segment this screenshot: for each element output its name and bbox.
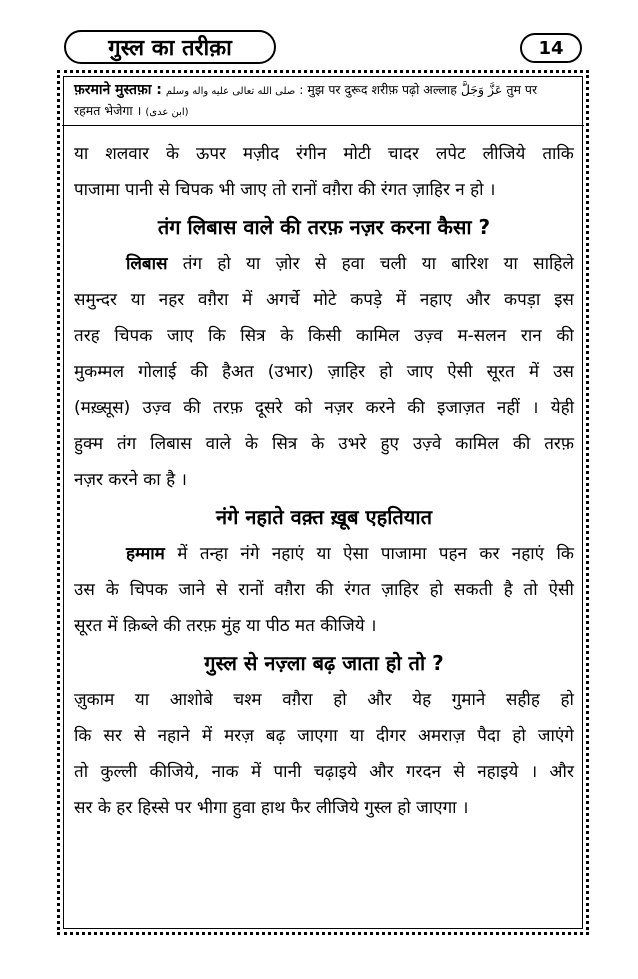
text-line: सर के हर हिस्से पर भीगा हुवा हाथ फैर लीजिये गुस्ल हो जाएगा । (74, 798, 469, 818)
text-line: कि सर से नहाने में मरज़ बढ़ जाएगा या दीगर अमराज़ पैदा हो जाएंगे (74, 726, 574, 746)
text-line: तरह चिपक जाए कि सित्र के किसी कामिल उज़्व म-सलन रान की (74, 326, 574, 346)
hadith-box (62, 80, 584, 126)
text-line: (मख़्सूस) उज़्व की तरफ़ दूसरे को नज़र करने की इजाज़त नहीं । येही (74, 398, 574, 418)
page-body (64, 136, 584, 826)
lead-word: हम्माम (126, 544, 165, 564)
hadith-text-2: रहमत भेजेगा । (74, 103, 142, 118)
text-line: नज़र करने का है । (74, 470, 187, 490)
text-line: मुकम्मल गोलाई की हैअत (उभार) ज़ाहिर हो जाए ऐसी सूरत में उस (74, 362, 574, 382)
text-line: समुन्दर या नहर वग़ैरा में अगर्चे मोटे कपड़े में नहाए और कपड़ा इस (74, 290, 574, 310)
hadith-line-2 (74, 101, 572, 122)
lead-word: लिबास (126, 254, 168, 274)
hadith-label: फ़रमाने मुस्तफ़ा : (74, 82, 162, 98)
page-number: 14 (520, 33, 582, 63)
text-line: सूरत में क़िब्ले की तरफ़ मुंह या पीठ मत कीजिये । (74, 616, 377, 636)
text-line: पाजामा पानी से चिपक भी जाए तो रानों वग़ैरा की रंगत ज़ाहिर न हो । (74, 180, 496, 200)
hadith-line-1 (74, 80, 572, 101)
text-line: हम्माम में तन्हा नंगे नहाएं या ऐसा पाजामा पहन कर नहाएं कि (64, 536, 584, 572)
hadith-text-1: : मुझ पर दुरूद शरीफ़ पढ़ो अल्लाह عَزَّ وَجَلَّ तुम पर (299, 82, 538, 97)
hadith-reference: (ابن عدی) (145, 107, 189, 118)
text-line: उस के चिपक जाने से रानों वग़ैरा की रंगत ज़ाहिर हो सकती है तो ऐसी (74, 580, 574, 600)
text-line: लिबास तंग हो या ज़ोर से हवा चली या बारिश या साहिले (64, 246, 584, 282)
text-line: हुक्म तंग लिबास वाले के सित्र के उभरे हुए उज़्वे कामिल की तरफ़ (74, 434, 574, 454)
text-line: तो कुल्ली कीजिये, नाक में पानी चढ़ाइये और गरदन से नहाइये । और (74, 762, 574, 782)
arabic-salutation: صلى الله تعالى عليه واله وسلم (165, 86, 296, 97)
section-heading: तंग लिबास वाले की तरफ़ नज़र करना कैसा ? (157, 215, 491, 239)
page-header-title: गुस्ल का तरीक़ा (64, 30, 276, 64)
section-heading: गुस्ल से नज़्ला बढ़ जाता हो तो ? (204, 651, 444, 675)
text-line: या शलवार के ऊपर मज़ीद रंगीन मोटी चादर लपेट लीजिये ताकि (74, 144, 574, 164)
section-heading: नंगे नहाते वक़्त ख़ूब एहतियात (216, 505, 432, 529)
text-line: ज़ुकाम या आशोबे चश्म वग़ैरा हो और येह गुमाने सहीह हो (74, 690, 574, 710)
